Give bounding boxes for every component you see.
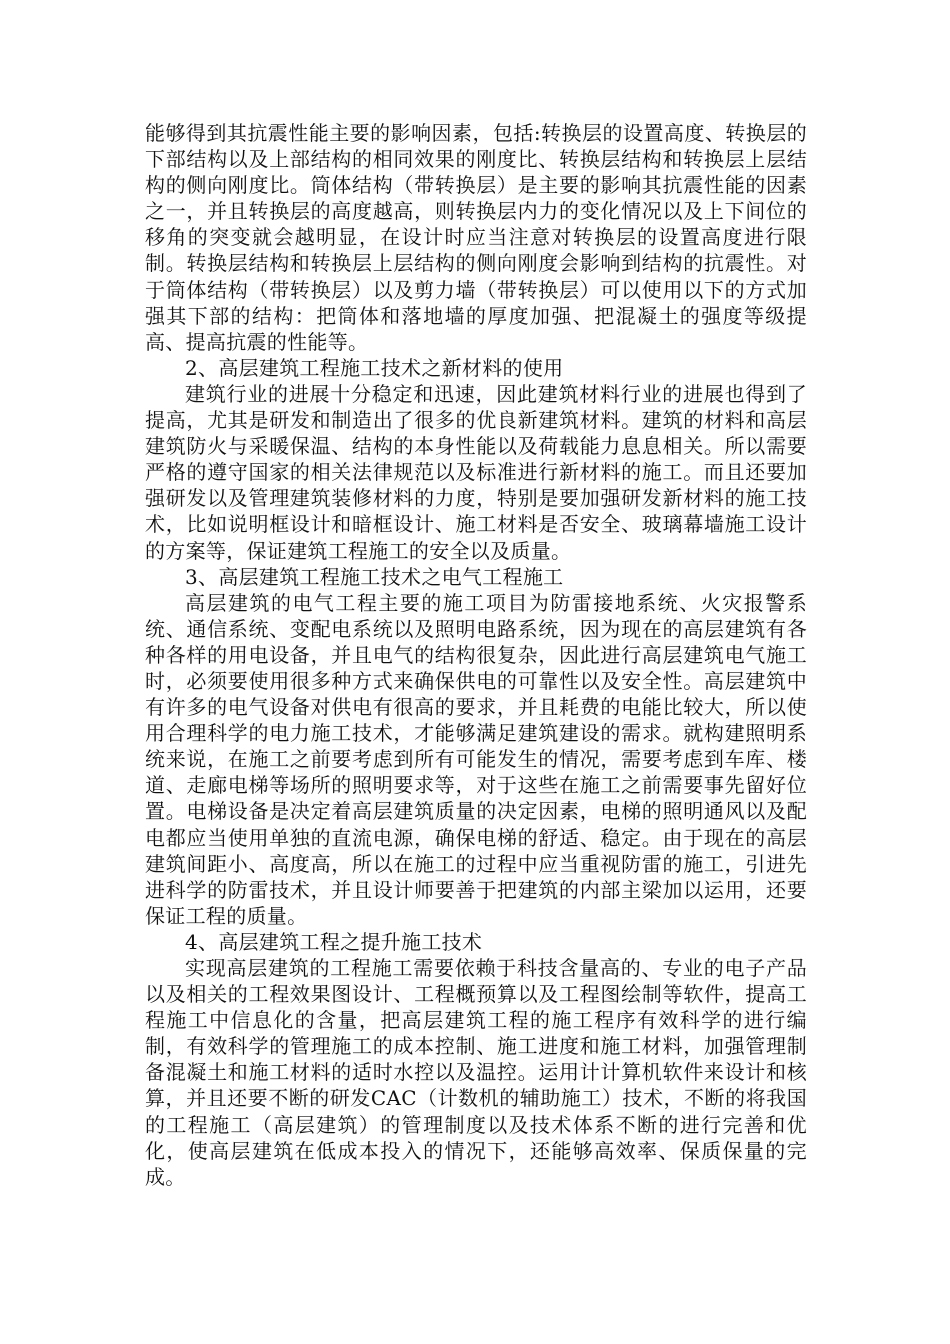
paragraph-new-materials: 建筑行业的进展十分稳定和迅速，因此建筑材料行业的进展也得到了提高，尤其是研发和制造出了很多的优良新建筑材料。建筑的材料和高层建筑防火与采暖保温、结构的本身性能以及荷载能力息息相关。所以需要严格的遵守国家的相关法律规范以及标准进行新材料的施工。而且还要加强研发以及管理建筑装修材料的力度，特别是要加强研发新材料的施工技术，比如说明框设计和暗框设计、施工材料是否安全、玻璃幕墙施工设计的方案等，保证建筑工程施工的安全以及质量。	[145, 381, 807, 563]
section-heading-improve-techniques: 4、高层建筑工程之提升施工技术	[185, 929, 483, 954]
paragraph-improve-techniques: 实现高层建筑的工程施工需要依赖于科技含量高的、专业的电子产品以及相关的工程效果图设计、工程概预算以及工程图绘制等软件，提高工程施工中信息化的含量，把高层建筑工程的施工程序有效科学的进行编制，有效科学的管理施工的成本控制、施工进度和施工材料，加强管理制备混凝土和施工材料的适时水控以及温控。运用计计算机软件来设计和核算，并且还要不断的研发CAC（计数机的辅助施工）技术，不断的将我国的工程施工（高层建筑）的管理制度以及技术体系不断的进行完善和优化，使高层建筑在低成本投入的情况下，还能够高效率、保质保量的完成。	[145, 956, 807, 1189]
paragraph-seismic-factors: 能够得到其抗震性能主要的影响因素，包括:转换层的设置高度、转换层的下部结构以及上部结构的相同效果的刚度比、转换层结构和转换层上层结构的侧向刚度比。筒体结构（带转换层）是主要的影响其抗震性能的因素之一，并且转换层的高度越高，则转换层内力的变化情况以及上下间位的移角的突变就会越明显，在设计时应当注意对转换层的设置高度进行限制。转换层结构和转换层上层结构的侧向刚度会影响到结构的抗震性。对于筒体结构（带转换层）以及剪力墙（带转换层）可以使用以下的方式加强其下部的结构：把筒体和落地墙的厚度加强、把混凝土的强度等级提高、提高抗震的性能等。	[145, 121, 807, 354]
section-heading-new-materials: 2、高层建筑工程施工技术之新材料的使用	[185, 355, 564, 380]
paragraph-electrical: 高层建筑的电气工程主要的施工项目为防雷接地系统、火灾报警系统、通信系统、变配电系统以及照明电路系统，因为现在的高层建筑有各种各样的用电设备，并且电气的结构很复杂，因此进行高层建筑电气施工时，必须要使用很多种方式来确保供电的可靠性以及安全性。高层建筑中有许多的电气设备对供电有很高的要求，并且耗费的电能比较大，所以使用合理科学的电力施工技术，才能够满足建筑建设的需求。就构建照明系统来说，在施工之前要考虑到所有可能发生的情况，需要考虑到车库、楼道、走廊电梯等场所的照明要求等，对于这些在施工之前需要事先留好位置。电梯设备是决定着高层建筑质量的决定因素，电梯的照明通风以及配电都应当使用单独的直流电源，确保电梯的舒适、稳定。由于现在的高层建筑间距小、高度高，所以在施工的过程中应当重视防雷的施工，引进先进科学的防雷技术，并且设计师要善于把建筑的内部主梁加以运用，还要保证工程的质量。	[145, 590, 807, 928]
document-body	[145, 120, 807, 1190]
section-heading-electrical: 3、高层建筑工程施工技术之电气工程施工	[185, 564, 564, 589]
